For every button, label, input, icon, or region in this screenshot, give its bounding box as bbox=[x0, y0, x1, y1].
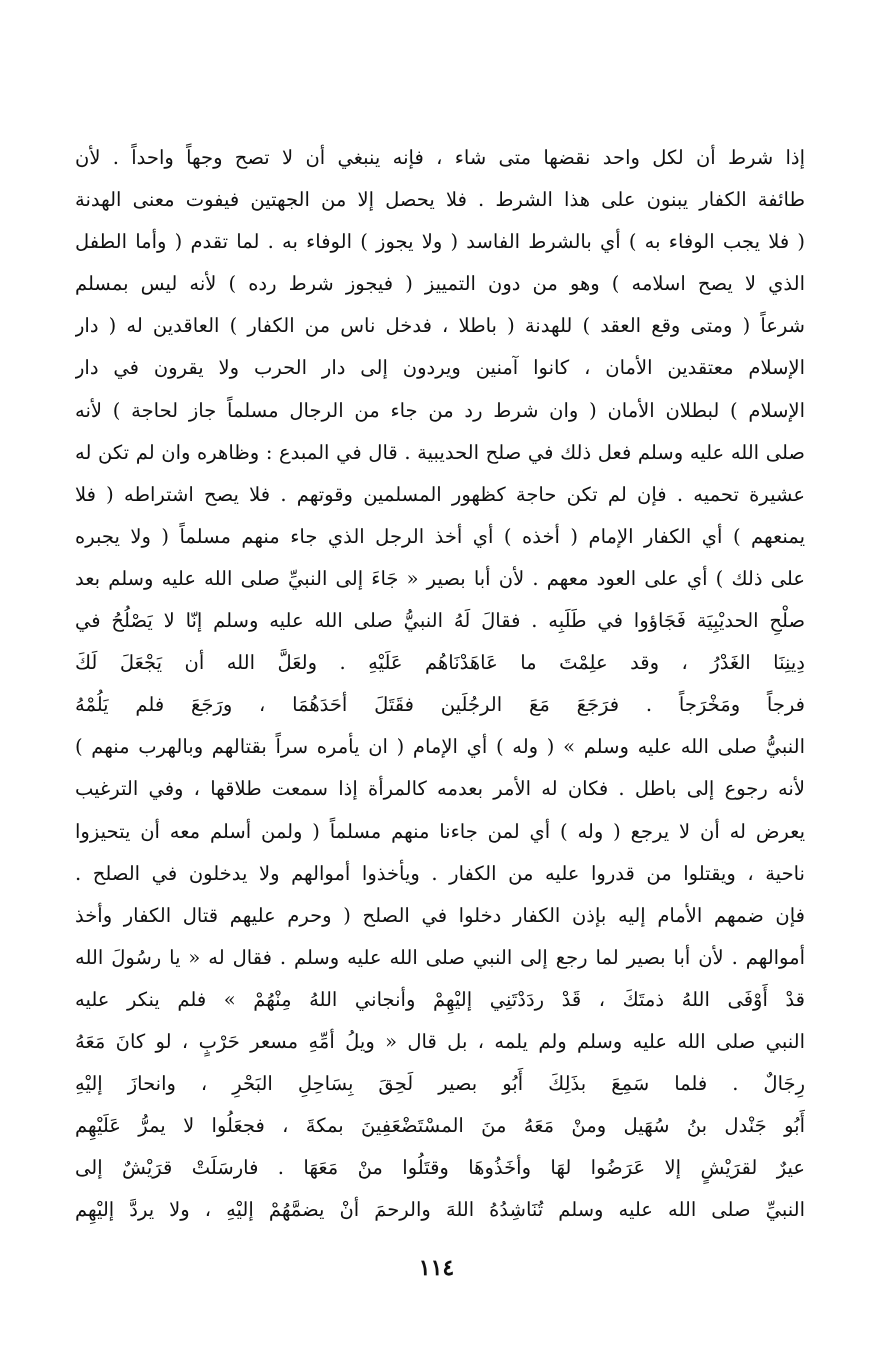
text-line: الذي لا يصح اسلامه ) وهو من دون التمييز ( فيجوز شرط رده ) لأنه ليس بمسلم bbox=[75, 272, 805, 296]
text-line: إذا شرط أن لكل واحد نقضها متى شاء ، فإنه ينبغي أن لا تصح وجهاً واحداً . لأن bbox=[75, 146, 805, 169]
text-line: أموالهم . لأن أبا بصير لما رجع إلى النبي صلى الله عليه وسلم . فقال له « يا رسُولَ الله bbox=[75, 945, 805, 969]
text-line: على ذلك ) أي على العود معهم . لأن أبا بصير « جَاءَ إلى النبيِّ صلى الله عليه وسلم بعد bbox=[75, 566, 805, 590]
text-line: عشيرة تحميه . فإن لم تكن حاجة كظهور المسلمين وقوتهم . فلا يصح اشتراطه ( فلا bbox=[75, 482, 805, 506]
text-line: فرجاً ومَخْرَجاً . فرَجَعَ مَعَ الرجُلَين فقَتَلَ أحَدَهُمَا ، ورَجَعَ فلم يَلُمْهُ bbox=[75, 693, 805, 717]
text-line: يعرض له أن لا يرجع ( وله ) أي لمن جاءنا منهم مسلماً ( ولمن أسلم معه أن يتحيزوا bbox=[75, 819, 805, 843]
text-line: عيرٌ لقرَيْشٍ إلا عَرَضُوا لهَا وأخَذُوهَا وقتَلُوا منْ مَعَهَا . فارسَلَتْ قرَيْشٌ إلى bbox=[75, 1156, 805, 1180]
page-number: ١١٤ bbox=[418, 1255, 455, 1281]
text-line: رِجَالٌ . فلما سَمِعَ بذَلِكَ أَبُو بصير لَحِقَ بِسَاحِلِ البَحْرِ ، وانحازَ إليْهِ bbox=[75, 1072, 805, 1096]
text-line: الإسلام ) لبطلان الأمان ( وان شرط رد من جاء من الرجال مسلماً جاز لحاجة ) لأنه bbox=[75, 398, 805, 422]
text-line: قدْ أَوْفَى اللهُ ذمتَكَ ، قَدْ ردَدْتَنِي إليْهِمْ وأنجاني اللهُ مِنْهُمْ » فلم ينكر عليه bbox=[75, 987, 805, 1011]
text-line: أَبُو جَنْدل بنُ سُهَيل ومنْ مَعَهُ منَ المسْتَضْعَفِينَ بمكةَ ، فجعَلُوا لا يمرُّ عَلَيْهِم bbox=[75, 1114, 805, 1138]
text-line: دِينِنَا الغَدْرُ ، وقد علِمْتَ ما عَاهَدْنَاهُم عَلَيْهِ . ولعَلَّ الله أن يَجْعَلَ لَكَ bbox=[75, 651, 805, 675]
text-line: الإسلام معتقدين الأمان ، كانوا آمنين ويردون إلى دار الحرب ولا يقرون في دار bbox=[75, 356, 805, 380]
text-line: ( فلا يجب الوفاء به ) أي بالشرط الفاسد ( ولا يجوز ) الوفاء به . لما تقدم ( وأما الطفل bbox=[75, 230, 805, 254]
text-line: النبيِّ صلى الله عليه وسلم تُنَاشِدُهُ اللهَ والرحمَ أنْ يضمَّهُمْ إليْهِ ، ولا يردَّ إليْهِم bbox=[75, 1198, 805, 1222]
text-line: طائفة الكفار يبنون على هذا الشرط . فلا يحصل إلا من الجهتين فيفوت معنى الهدنة bbox=[75, 188, 805, 212]
text-line: النبي صلى الله عليه وسلم ولم يلمه ، بل قال « ويلُ أمِّهِ مسعر حَرْبٍ ، لو كانَ مَعَهُ bbox=[75, 1029, 805, 1053]
text-line: يمنعهم ) أي الكفار الإمام ( أخذه ) أي أخذ الرجل الذي جاء منهم مسلماً ( ولا يجبره bbox=[75, 524, 805, 548]
page-text bbox=[75, 137, 805, 1231]
text-line: شرعاً ( ومتى وقع العقد ) للهدنة ( باطلا ، فدخل ناس من الكفار ) العاقدين له ( دار bbox=[75, 314, 805, 338]
text-line: النبيُّ صلى الله عليه وسلم » ( وله ) أي الإمام ( ان يأمره سراً بقتالهم وبالهرب منهم ) bbox=[75, 735, 805, 759]
text-line: فإن ضمهم الأمام إليه بإذن الكفار دخلوا في الصلح ( وحرم عليهم قتال الكفار وأخذ bbox=[75, 903, 805, 927]
text-line: صلى الله عليه وسلم فعل ذلك في صلح الحديبية . قال في المبدع : وظاهره وان لم تكن له bbox=[75, 440, 805, 464]
text-line: ناحية ، ويقتلوا من قدروا عليه من الكفار . ويأخذوا أموالهم ولا يدخلون في الصلح . bbox=[75, 861, 805, 885]
text-line: صلْحِ الحديْبِيَة فَجَاؤوا في طَلَبِه . فقالَ لَهُ النبيُّ صلى الله عليه وسلم إنّا لا يَصْلُحُ في bbox=[75, 609, 805, 633]
text-line: لأنه رجوع إلى باطل . فكان له الأمر بعدمه كالمرأة إذا سمعت طلاقها ، وفي الترغيب bbox=[75, 777, 805, 801]
